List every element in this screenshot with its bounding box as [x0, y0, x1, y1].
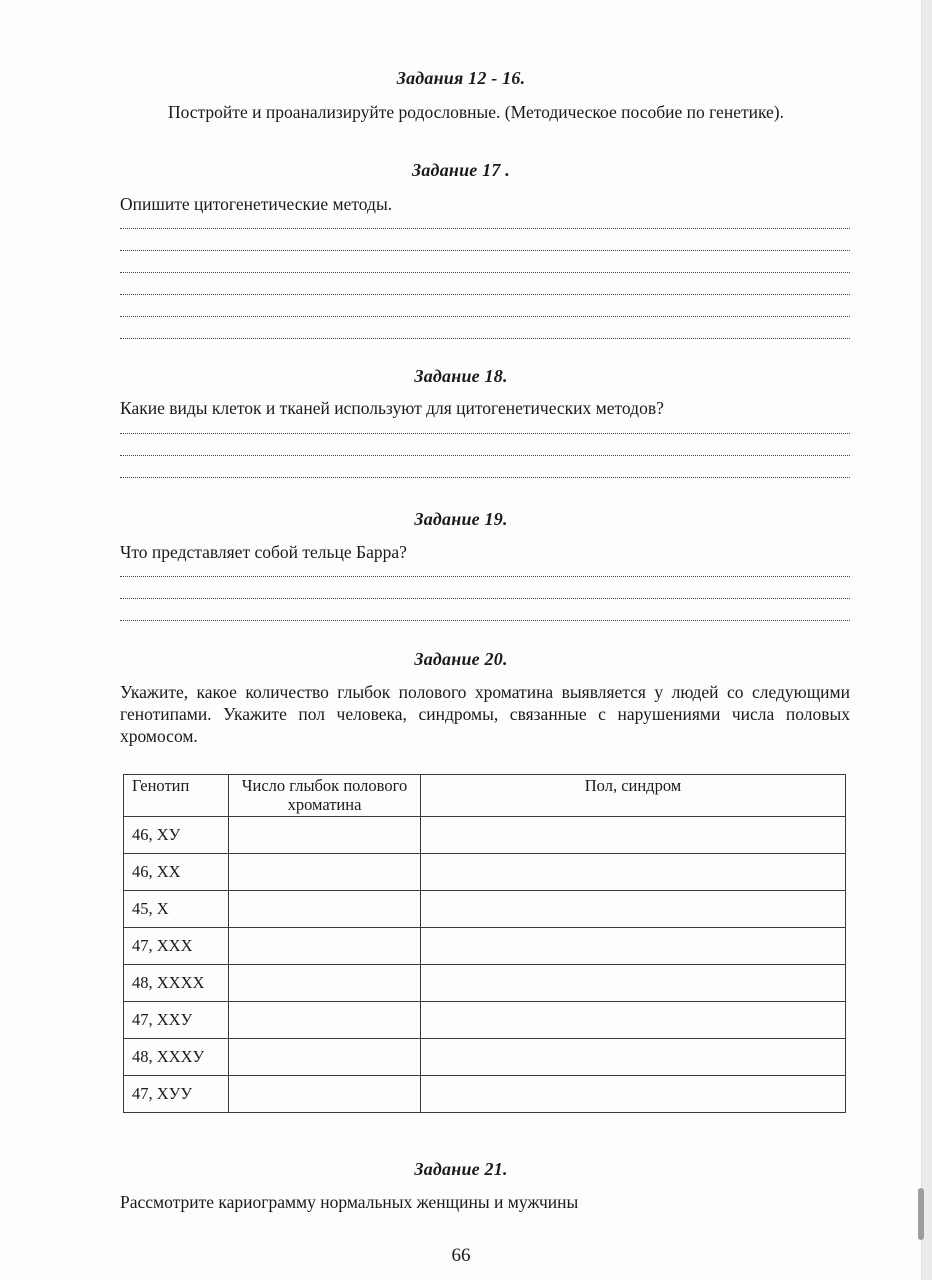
task-21-text: Рассмотрите кариограмму нормальных женщины и мужчины — [120, 1192, 579, 1212]
task-17-text: Опишите цитогенетические методы. — [120, 194, 393, 214]
table-row — [124, 1002, 846, 1039]
task-19-text: Что представляет собой тельце Барра? — [120, 542, 407, 562]
scrollbar-thumb[interactable] — [918, 1188, 924, 1240]
page-number: 66 — [451, 1245, 471, 1266]
genotype-cell: 47, ХХХ — [124, 928, 229, 965]
answer-line[interactable] — [120, 270, 850, 273]
sex-syndrome-cell[interactable] — [421, 817, 846, 854]
answer-line[interactable] — [120, 248, 850, 251]
chromatin-count-cell[interactable] — [229, 928, 421, 965]
answer-line[interactable] — [120, 431, 850, 434]
chromatin-count-cell[interactable] — [229, 817, 421, 854]
task-20-text: Укажите, какое количество глыбок полового хроматина выявляется у людей со следующими генотипами. Укажите пол человека, синдромы, связанные с нарушениями числа половых хромосом. — [120, 682, 850, 746]
genotype-cell: 46, ХУ — [124, 817, 229, 854]
genotype-cell: 47, ХУУ — [124, 1076, 229, 1113]
heading-task-20: Задание 20. — [414, 649, 508, 669]
heading-tasks-12-16: Задания 12 - 16. — [396, 68, 526, 88]
heading-task-21: Задание 21. — [414, 1159, 508, 1179]
answer-line[interactable] — [120, 226, 850, 229]
table-header-row — [124, 775, 846, 817]
sex-syndrome-cell[interactable] — [421, 965, 846, 1002]
table-row — [124, 854, 846, 891]
answer-line[interactable] — [120, 618, 850, 621]
sex-syndrome-cell[interactable] — [421, 928, 846, 965]
chromatin-count-cell[interactable] — [229, 891, 421, 928]
sex-syndrome-cell[interactable] — [421, 1076, 846, 1113]
chromatin-count-cell[interactable] — [229, 1076, 421, 1113]
answer-line[interactable] — [120, 292, 850, 295]
table-row — [124, 891, 846, 928]
header-sex-syndrome: Пол, синдром — [421, 775, 846, 817]
table-row — [124, 817, 846, 854]
header-genotype: Генотип — [124, 775, 229, 817]
chromatin-count-cell[interactable] — [229, 1039, 421, 1076]
chromatin-count-cell[interactable] — [229, 854, 421, 891]
heading-task-17: Задание 17 . — [412, 160, 510, 180]
table-row — [124, 965, 846, 1002]
task-18-text: Какие виды клеток и тканей используют для цитогенетических методов? — [120, 398, 664, 418]
answer-line[interactable] — [120, 475, 850, 478]
answer-line[interactable] — [120, 596, 850, 599]
table-row — [124, 928, 846, 965]
genotype-cell: 48, ХХХУ — [124, 1039, 229, 1076]
chromatin-count-cell[interactable] — [229, 1002, 421, 1039]
answer-line[interactable] — [120, 314, 850, 317]
genotype-cell: 48, ХХХХ — [124, 965, 229, 1002]
header-chromatin-count: Число глыбок полового хроматина — [229, 775, 421, 817]
sex-syndrome-cell[interactable] — [421, 1039, 846, 1076]
genotype-table — [123, 774, 846, 1113]
heading-task-18: Задание 18. — [414, 366, 508, 386]
genotype-cell: 46, ХХ — [124, 854, 229, 891]
table-row — [124, 1076, 846, 1113]
table-row — [124, 1039, 846, 1076]
answer-line[interactable] — [120, 336, 850, 339]
answer-line[interactable] — [120, 574, 850, 577]
sex-syndrome-cell[interactable] — [421, 854, 846, 891]
chromatin-count-cell[interactable] — [229, 965, 421, 1002]
sex-syndrome-cell[interactable] — [421, 891, 846, 928]
heading-task-19: Задание 19. — [414, 509, 508, 529]
task-12-16-text: Постройте и проанализируйте родословные. (Методическое пособие по генетике). — [167, 102, 785, 122]
answer-line[interactable] — [120, 453, 850, 456]
genotype-cell: 45, Х — [124, 891, 229, 928]
sex-syndrome-cell[interactable] — [421, 1002, 846, 1039]
genotype-cell: 47, ХХУ — [124, 1002, 229, 1039]
scroll-track[interactable] — [921, 0, 932, 1280]
